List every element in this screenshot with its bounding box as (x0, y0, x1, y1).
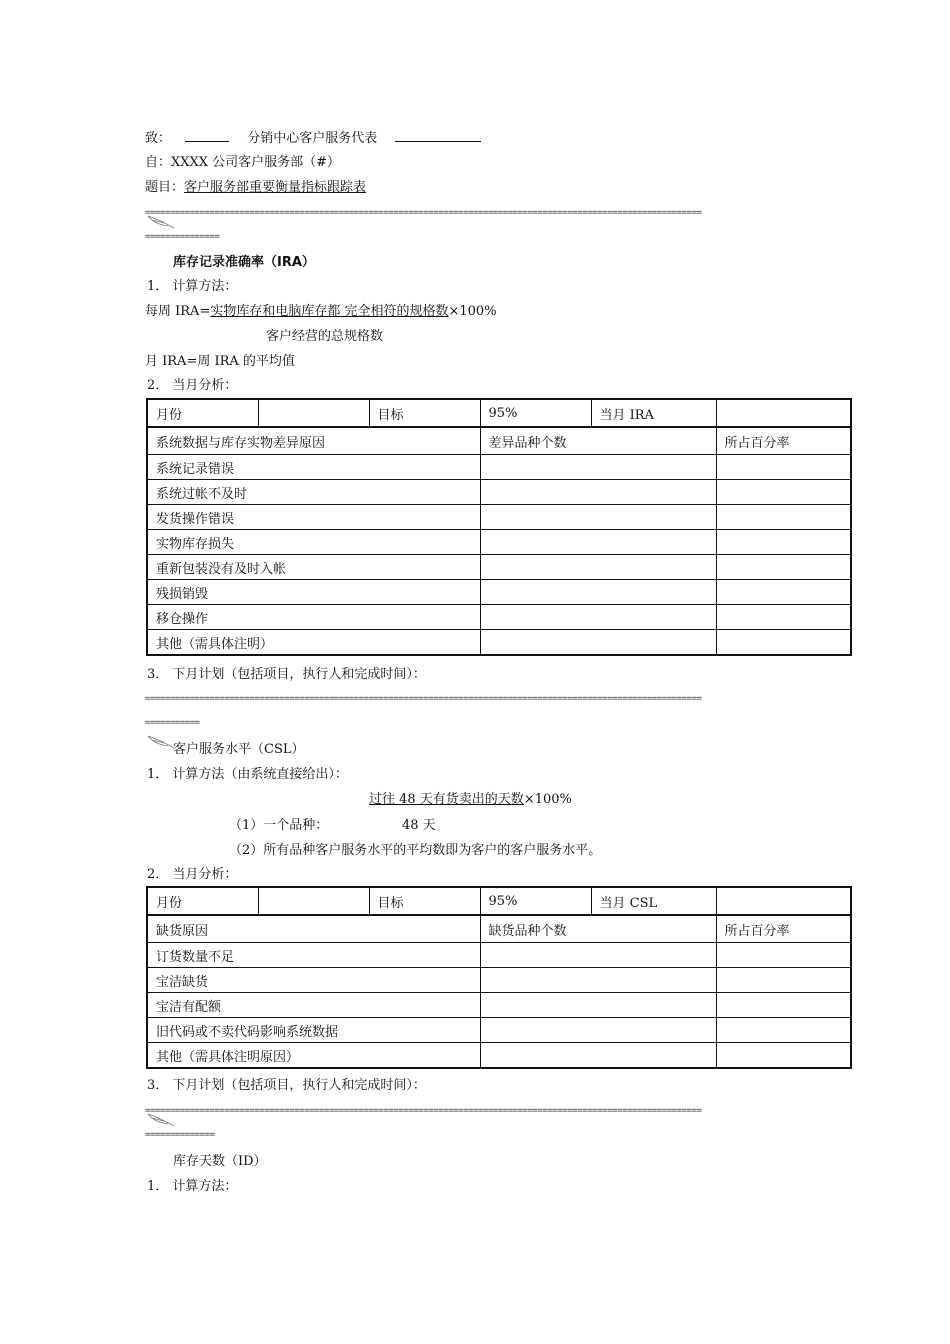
to-line (145, 129, 481, 148)
current-ira-label: 当月 IRA (591, 399, 716, 427)
ira-formula-suffix: ×100% (448, 304, 497, 319)
ira-formula-denominator: 客户经营的总规格数 (266, 329, 384, 344)
ira-title: 库存记录准确率（IRA） (173, 255, 315, 270)
reason-cell: 订货数量不足 (147, 943, 480, 968)
reason-cell: 发货操作错误 (147, 505, 480, 530)
ira-next-month-plan: 3． 下月计划（包括项目，执行人和完成时间）： (147, 667, 426, 682)
csl-calc-label: 1． 计算方法（由系统直接给出）： (147, 767, 348, 782)
reason-cell: 宝洁有配额 (147, 993, 480, 1018)
table-row (147, 968, 851, 993)
table-row (147, 1043, 851, 1069)
current-csl-value[interactable] (716, 887, 851, 915)
divider-rule-short: ============== (145, 1130, 215, 1140)
divider-rule-short: =============== (145, 232, 220, 242)
table-row (147, 630, 851, 656)
percent-cell[interactable] (716, 943, 851, 968)
count-cell[interactable] (480, 605, 716, 630)
to-recipient: 分销中心客户服务代表 (247, 131, 378, 146)
subject-text: 客户服务部重要衡量指标跟踪表 (184, 180, 367, 195)
table-header-row (147, 427, 851, 455)
col-header-reason: 系统数据与库存实物差异原因 (147, 427, 480, 455)
count-cell[interactable] (480, 630, 716, 656)
table-row (147, 555, 851, 580)
month-label: 月份 (147, 399, 258, 427)
col-header-count: 缺货品种个数 (480, 915, 716, 943)
to-blank-1[interactable] (185, 129, 229, 142)
percent-cell[interactable] (716, 605, 851, 630)
ira-monthly: 月 IRA=周 IRA 的平均值 (145, 354, 295, 369)
percent-cell[interactable] (716, 968, 851, 993)
reason-cell: 其他（需具体注明原因） (147, 1043, 480, 1069)
percent-cell[interactable] (716, 630, 851, 656)
reason-cell: 系统过帐不及时 (147, 480, 480, 505)
to-label: 致： (145, 131, 172, 146)
table-row (147, 580, 851, 605)
csl-title: 客户服务水平（CSL） (173, 742, 305, 757)
count-cell[interactable] (480, 480, 716, 505)
table-row (147, 399, 851, 427)
target-label: 目标 (369, 887, 480, 915)
month-label: 月份 (147, 887, 258, 915)
divider-rule-short: =========== (145, 718, 200, 728)
ira-calc-label: 1． 计算方法： (147, 279, 238, 294)
ira-formula-numerator: 实物库存和电脑库存都 完全相符的规格数 (210, 304, 449, 319)
count-cell[interactable] (480, 530, 716, 555)
percent-cell[interactable] (716, 530, 851, 555)
table-header-row (147, 915, 851, 943)
divider-rule: ================================================================================================================ (145, 208, 702, 218)
ira-formula (145, 303, 497, 321)
reason-cell: 移仓操作 (147, 605, 480, 630)
table-row (147, 530, 851, 555)
percent-cell[interactable] (716, 1018, 851, 1043)
csl-formula-suffix: ×100% (523, 792, 572, 807)
percent-cell[interactable] (716, 1043, 851, 1069)
csl-next-month-plan: 3． 下月计划（包括项目，执行人和完成时间）： (147, 1078, 426, 1093)
divider-rule: ================================================================================================================ (145, 694, 702, 704)
percent-cell[interactable] (716, 555, 851, 580)
table-row (147, 1018, 851, 1043)
table-row (147, 605, 851, 630)
table-row (147, 993, 851, 1018)
month-value[interactable] (258, 887, 369, 915)
subject-label: 题目： (145, 180, 185, 195)
col-header-count: 差异品种个数 (480, 427, 716, 455)
from-line: 自：XXXX 公司客户服务部（#） (145, 155, 341, 170)
to-blank-2[interactable] (395, 129, 481, 142)
table-row (147, 505, 851, 530)
reason-cell: 残损销毁 (147, 580, 480, 605)
divider-rule: ================================================================================================================ (145, 1106, 702, 1116)
count-cell[interactable] (480, 580, 716, 605)
current-csl-label: 当月 CSL (591, 887, 716, 915)
count-cell[interactable] (480, 1043, 716, 1069)
table-row (147, 943, 851, 968)
reason-cell: 系统记录错误 (147, 455, 480, 480)
col-header-reason: 缺货原因 (147, 915, 480, 943)
count-cell[interactable] (480, 1018, 716, 1043)
col-header-percent: 所占百分率 (716, 427, 851, 455)
table-row (147, 455, 851, 480)
csl-formula-numerator: 过往 48 天有货卖出的天数 (369, 792, 524, 807)
ira-analysis-table (146, 398, 852, 656)
csl-item1-value: 48 天 (402, 818, 436, 833)
target-value: 95% (480, 399, 591, 427)
ira-analysis-label: 2． 当月分析： (147, 378, 238, 393)
reason-cell: 其他（需具体注明） (147, 630, 480, 656)
count-cell[interactable] (480, 943, 716, 968)
count-cell[interactable] (480, 968, 716, 993)
subject-line (145, 179, 366, 197)
csl-item2: （2）所有品种客户服务水平的平均数即为客户的客户服务水平。 (229, 843, 602, 858)
csl-analysis-label: 2． 当月分析： (147, 867, 238, 882)
percent-cell[interactable] (716, 455, 851, 480)
count-cell[interactable] (480, 555, 716, 580)
reason-cell: 实物库存损失 (147, 530, 480, 555)
reason-cell: 宝洁缺货 (147, 968, 480, 993)
count-cell[interactable] (480, 505, 716, 530)
reason-cell: 重新包装没有及时入帐 (147, 555, 480, 580)
quill-pen-icon (146, 734, 176, 750)
target-value: 95% (480, 887, 591, 915)
table-row (147, 480, 851, 505)
percent-cell[interactable] (716, 993, 851, 1018)
count-cell[interactable] (480, 455, 716, 480)
percent-cell[interactable] (716, 505, 851, 530)
current-ira-value[interactable] (716, 399, 851, 427)
quill-pen-icon (146, 214, 176, 230)
reason-cell: 旧代码或不卖代码影响系统数据 (147, 1018, 480, 1043)
csl-item1-label: （1）一个品种： (229, 818, 329, 833)
target-label: 目标 (369, 399, 480, 427)
count-cell[interactable] (480, 993, 716, 1018)
ira-formula-prefix: 每周 IRA= (145, 304, 211, 319)
id-title: 库存天数（ID） (173, 1154, 267, 1169)
month-value[interactable] (258, 399, 369, 427)
percent-cell[interactable] (716, 580, 851, 605)
col-header-percent: 所占百分率 (716, 915, 851, 943)
id-calc-label: 1． 计算方法： (147, 1179, 238, 1194)
csl-formula (369, 791, 572, 809)
csl-analysis-table (146, 886, 852, 1069)
percent-cell[interactable] (716, 480, 851, 505)
table-row (147, 887, 851, 915)
quill-pen-icon (146, 1112, 176, 1128)
